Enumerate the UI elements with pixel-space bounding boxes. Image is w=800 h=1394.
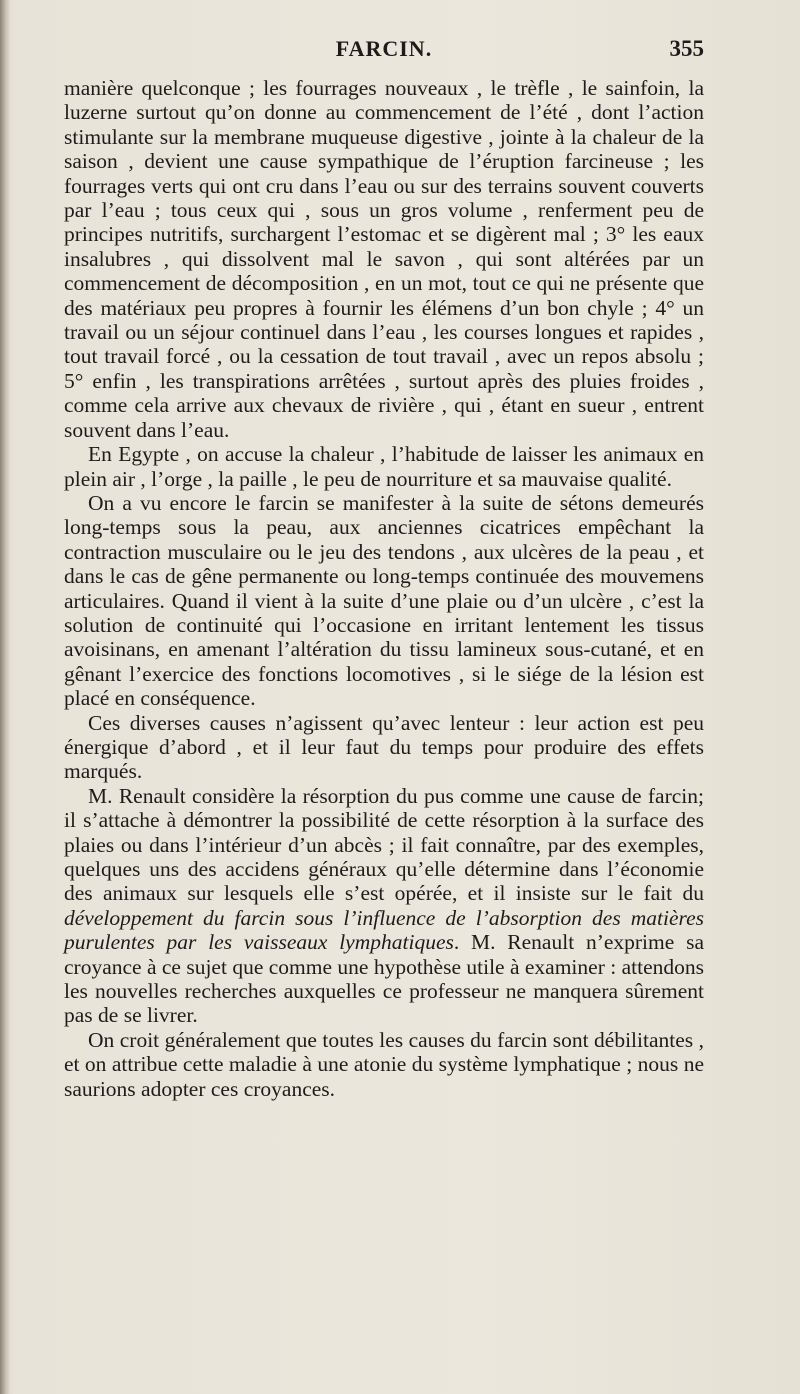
paragraph-text: manière quelconque ; les fourrages nouveaux , le trèfle , le sainfoin, la luzerne surtout qu’on donne au commencement de l’été , dont l’action stimulante sur la membrane muqueuse digestive , jointe à la chaleur de la saison , devient une cause sympathique de l’éruption farcineuse ; les fourrages verts qui ont cru dans l’eau ou sur des terrains souvent couverts par l’eau ; tous ceux qui , sous un gros volume , renferment peu de principes nutritifs, surchargent l’estomac et se digèrent mal ; 3° les eaux insalubres , qui dissolvent mal le savon , qui sont altérées par un commencement de décomposition , en un mot, tout ce qui ne présente que des matériaux peu propres à fournir les élémens d’un bon chyle ; 4° un travail ou un séjour continuel dans l’eau , les courses longues et rapides , tout travail forcé , ou la cessation de tout travail , avec un repos absolu ; 5° enfin , les transpirations arrêtées , surtout après des pluies froides , comme cela arrive aux chevaux de rivière , qui , étant en sueur , entrent souvent dans l’eau. — [64, 76, 704, 442]
paragraph-causes — [64, 711, 704, 784]
paragraph-continuation — [64, 76, 704, 442]
paragraph-egypte — [64, 442, 704, 491]
paragraph-text: On croit généralement que toutes les causes du farcin sont débilitantes , et on attribue cette maladie à une atonie du système lymphatique ; nous ne saurions adopter ces croyances. — [64, 1027, 704, 1101]
paragraph-debilitantes — [64, 1028, 704, 1101]
paragraph-italic-text: développement du farcin sous l’influence de l’absorption des matières purulentes par les vaisseaux lymphatiques — [64, 905, 704, 955]
running-title: FARCIN. — [335, 36, 433, 61]
body-text — [64, 76, 704, 1101]
page-spine-shadow — [0, 0, 10, 1394]
paragraph-text: Ces diverses causes n’agissent qu’avec lenteur : leur action est peu énergique d’abord , et il leur faut du temps pour produire des effets marqués. — [64, 710, 704, 784]
paragraph-text: . M. Renault n’exprime sa croyance à ce sujet que comme une hypothèse utile à examiner : attendons les nouvelles recherches auxquelles ce professeur ne manquera sûrement pas de se livrer. — [64, 930, 704, 1028]
page-number: 355 — [669, 36, 704, 61]
paragraph-renault — [64, 784, 704, 1028]
paragraph-text: On a vu encore le farcin se manifester à la suite de sétons demeurés long-temps sous la peau, aux anciennes cicatrices empêchant la contraction musculaire ou le jeu des tendons , aux ulcères de la peau , et dans le cas de gêne permanente ou long-temps continuée des mouvemens articulaires. Quand il vient à la suite d’une plaie ou d’un ulcère , c’est la solution de continuité qui l’occasione en irritant lentement les tissus avoisinans, en amenant l’altération du tissu lamineux sous-cutané, et en gênant l’exercice des fonctions locomotives , si le siége de la lésion est placé en conséquence. — [64, 490, 704, 711]
paragraph-setons — [64, 491, 704, 711]
paragraph-text: M. Renault considère la résorption du pus comme une cause de farcin; il s’attache à démontrer la possibilité de cette résorption à la surface des plaies ou dans l’intérieur d’un abcès ; il fait connaître, par des exemples, quelques uns des accidens généraux qu’elle détermine dans l’économie des animaux sur lesquels elle s’est opérée, et il insiste sur le fait du — [64, 783, 704, 906]
running-head — [64, 36, 704, 68]
paragraph-text: En Egypte , on accuse la chaleur , l’habitude de laisser les animaux en plein air , l’orge , la paille , le peu de nourriture et sa mauvaise qualité. — [64, 442, 704, 491]
